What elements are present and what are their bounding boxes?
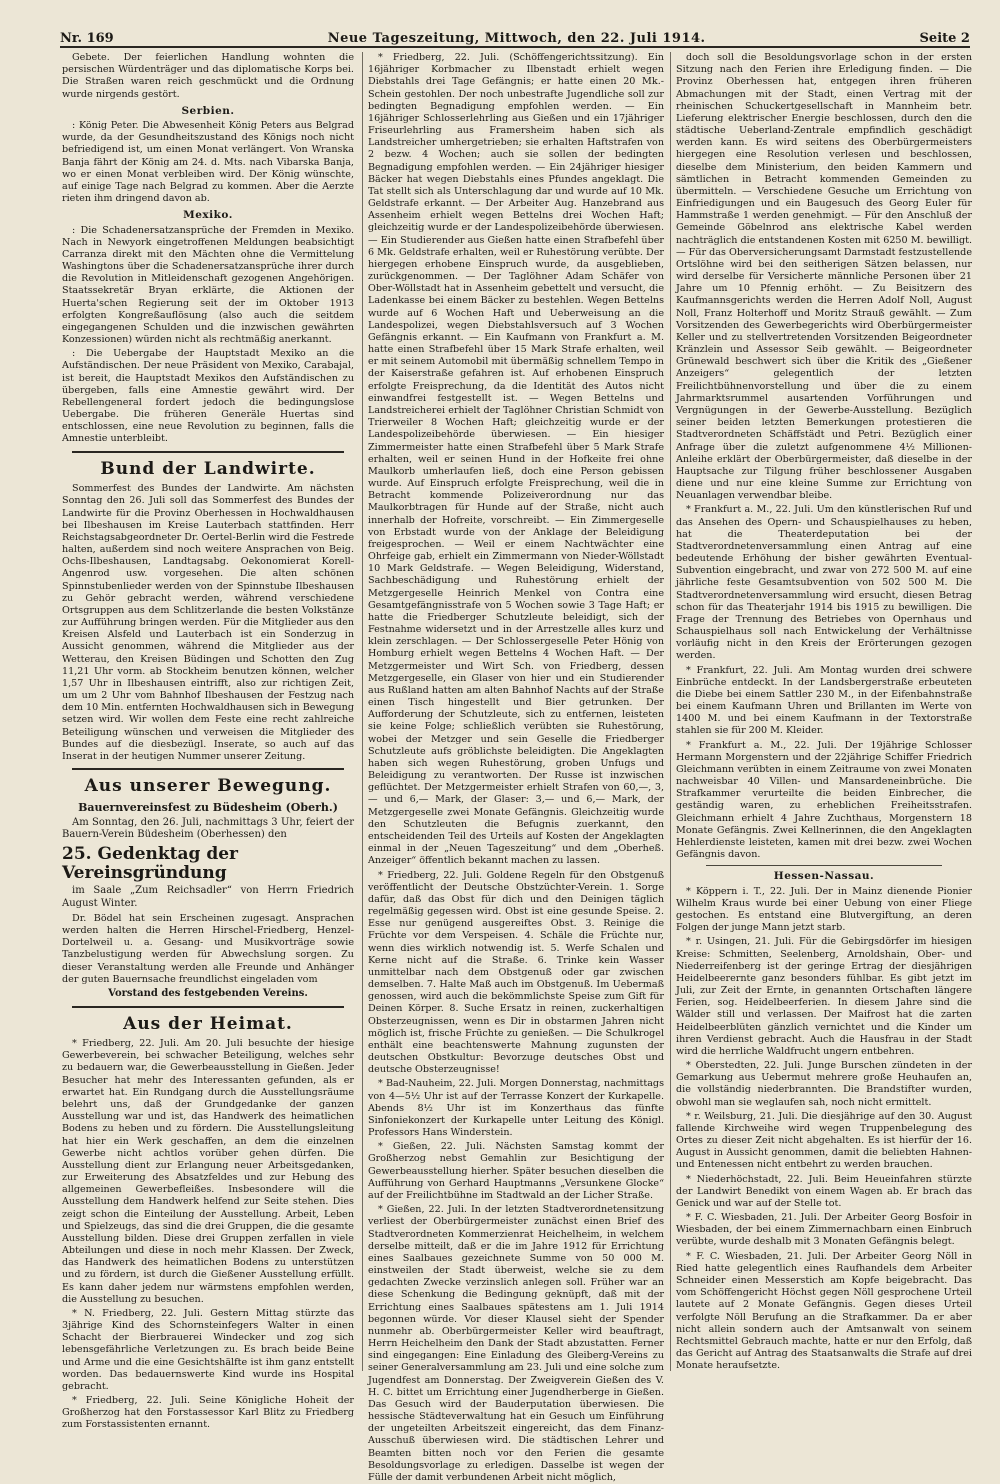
article-paragraph: * Friedberg, 22. Juli. (Schöffengerichtssitzung). Ein 16jähriger Korbmacher zu Ilbenstadt erhielt wegen Diebstahls drei Tage Gefängnis; er hatte einen 20 Mk.-Schein gestohlen. Der noch unbestrafte Jugendliche soll zur bedingten Begnadigung empfohlen werden. — Ein 16jähriger Schlosserlehrling aus Gießen und ein 17jähriger Friseurlehrling aus Framersheim haben sich als Landstreicher umhergetrieben; sie erhalten Haftstrafen von 2 bezw. 4 Wochen; auch sie sollen der bedingten Begnadigung empfohlen werden. — Ein 24jähriger hiesiger Bäcker hat wegen Diebstahls eines Pfundes angeklagt. Die Tat stellt sich als Unterschlagung dar und wurde auf 10 Mk. Geldstrafe erkannt. — Der Arbeiter Aug. Hanzebrand aus Assenheim erhielt wegen Bettelns drei Wochen Haft; gleichzeitig wurde er der Landespolizeibehörde überwiesen. — Ein Studierender aus Gießen hatte einen Strafbefehl über 6 Mk. Geldstrafe erhalten, weil er Ruhestörung verübte. Der hiergegen erhobene Einspruch wurde, da ausgeblieben, zurückgenommen. — Der Taglöhner Adam Schäfer von Ober-Wöllstadt hat in Assenheim gebettelt und versucht, die Ladenkasse bei einem Bäcker zu bestehlen. Wegen Bettelns wurde auf 6 Wochen Haft und Ueberweisung an die Landespolizei, wegen Diebstahlsversuch auf 3 Wochen Gefängnis erkannt. — Ein Kaufmann von Frankfurt a. M. hatte einen Strafbefehl über 15 Mark Strafe erhalten, weil er mit seinem Automobil mit übermäßig schnellem Tempo in der Kaiserstraße gefahren ist. Auf erhobenen Einspruch erfolgte Freisprechung, da die Identität des Autos nicht einwandfrei festgestellt ist. — Wegen Bettelns und Landstreicherei erhielt der Taglöhner Christian Schmidt von Trierweiler 8 Wochen Haft; gleichzeitig wurde er der Landespolizeibehörde überwiesen. — Ein hiesiger Zimmermeister hatte einen Strafbefehl über 5 Mark Strafe erhalten, weil er seinen Hund in der Hofkeite frei ohne Maulkorb umherlaufen ließ, doch eine Person gebissen wurde. Auf Einspruch erfolgte Freisprechung, weil die in Betracht kommende Polizeiverordnung nur das Maulkorbtragen für Hunde auf der Straße, nicht auch innerhalb der Hofreite, vorschreibt. — Ein Zimmergeselle von Erbstadt wurde von der Anklage der Beleidigung freigesprochen. — Weil er einem Nachtwächter eine Ohrfeige gab, erhielt ein Zimmermann von Nieder-Wöllstadt 10 Mark Geldstrafe. — Wegen Beleidigung, Widerstand, Sachbeschädigung und Ruhestörung erhielt der Metzgergeselle Heinrich Menkel von Contra eine Gesamtgefängnisstrafe von 5 Wochen sowie 3 Tage Haft; er hatte die Friedberger Schutzleute beleidigt, sich der Festnahme widersetzt und in der Arrestzelle alles kurz und klein zerschlagen. — Der Schlossergeselle Peter Hönig von Homburg erhielt wegen Bettelns 4 Wochen Haft. — Der Metzgermeister und Wirt Sch. von Friedberg, dessen Metzgergeselle, ein Glaser von hier und ein Studierender aus Rußland hatten am alten Bahnhof Nachts auf der Straße einen Tisch hingestellt und Bier getrunken. Der Aufforderung der Schutzleute, sich zu entfernen, leisteten sie keine Folge; schließlich verübten sie Ruhestörung, wobei der Metzger und sein Geselle die Friedberger Schutzleute aufs gröblichste beleidigten. Die Angeklagten haben sich wegen Ruhestörung, groben Unfugs und Beleidigung zu verantworten. Der Russe ist inzwischen geflüchtet. Der Metzgermeister erhielt Strafen von 60,—, 3,— und 6,— Mark, der Glaser: 3,— und 6,— Mark, der Metzgergeselle zwei Monate Gefängnis. Gleichzeitig wurde den Schutzleuten die Befugnis zuerkannt, den entscheidenden Teil des Urteils auf Kosten der Angeklagten einmal in der „Neuen Tageszeitung“ und dem „Oberheß. Anzeiger“ öffentlich bekannt machen zu lassen. <box>368 52 664 867</box>
article-paragraph: * F. C. Wiesbaden, 21. Juli. Der Arbeiter Georg Nöll in Ried hatte gelegentlich eines Raufhandels dem Arbeiter Schneider einen Messerstich am Kopfe beigebracht. Das vom Schöffengericht Höchst gegen Nöll gesprochene Urteil lautete auf 2 Monate Gefängnis. Gegen dieses Urteil verfolgte Nöll Berufung an die Strafkammer. Da er aber nicht allein sondern auch der Amtsanwalt von seinem Rechtsmittel Gebrauch machte, hatte er nur den Erfolg, daß das Gericht auf Antrag des Staatsanwalts die Strafe auf drei Monate heraufsetzte. <box>676 1250 972 1372</box>
article-paragraph: Gebete. Der feierlichen Handlung wohnten die persischen Würdenträger und das diplomatische Korps bei. Die Straßen waren reich geschmückt und die Ordnung wurde nirgends gestört. <box>62 52 354 100</box>
article-paragraph: * Niederhöchstadt, 22. Juli. Beim Heueinfahren stürzte der Landwirt Benedikt von einem Wagen ab. Er brach das Genick und war auf der Stelle tot. <box>676 1173 972 1209</box>
article-paragraph: * N. Friedberg, 22. Juli. Gestern Mittag stürzte das 3jährige Kind des Schornsteinfegers Walter in einen Schacht der Bierbrauerei Windecker und zog sich lebensgefährliche Verletzungen zu. Es brach beide Beine und Arme und die eine Gesichtshälfte ist ihm ganz entstellt worden. Das bedauernswerte Kind wurde ins Hospital gebracht. <box>62 1307 354 1392</box>
column-middle <box>368 52 664 1483</box>
announcement-subtitle: Bauernvereinsfest zu Büdesheim (Oberh.) <box>78 800 338 814</box>
announcement-signature: Vorstand des festgebenden Vereins. <box>108 987 308 999</box>
announcement-title: 25. Gedenktag der Vereinsgründung <box>62 844 239 883</box>
article-paragraph: : Die Schadenersatzansprüche der Fremden in Mexiko. Nach in Newyork eingetroffenen Meldungen beabsichtigt Carranza direkt mit den Mächten ohne die Vermittelung Washingtons über die Schadenersatzansprüche ihrer durch die Revolution in Mitleidenschaft gezogenen Angehörigen. Staatssekretär Bryan erklärte, die Aktionen der Huerta'schen Regierung seit der im Oktober 1913 erfolgten Kongreßauflösung (also auch die seitdem eingegangenen Schulden und die inzwischen gewährten Konzessionen) würden nicht als rechtmäßig anerkannt. <box>62 224 354 346</box>
article-paragraph: : Die Uebergabe der Hauptstadt Mexiko an die Aufständischen. Der neue Präsident von Mexiko, Carabajal, ist bereit, die Hauptstadt Mexikos den Aufständischen zu übergeben, falls eine Amnestie gewährt wird. Der Rebellengeneral fordert jedoch die bedingungslose Uebergabe. Die früheren Generäle Huertas sind entschlossen, eine neue Revolution zu beginnen, falls die Amnestie unterbleibt. <box>62 348 354 445</box>
article-paragraph: * Köppern i. T., 22. Juli. Der in Mainz dienende Pionier Wilhelm Kraus wurde bei einer Uebung von einer Fliege gestochen. Es entstand eine Blutvergiftung, an deren Folgen der junge Mann jetzt starb. <box>676 885 972 934</box>
divider <box>72 768 344 770</box>
section-heading-hessen-nassau: Hessen-Nassau. <box>773 870 875 883</box>
divider <box>72 451 344 453</box>
article-paragraph: : König Peter. Die Abwesenheit König Peters aus Belgrad wurde, da der Gesundheitszustand des Königs noch nicht befriedigend ist, um einen Monat verlängert. Von Wranska Banja fährt der König am 24. d. Mts. nach Vibarska Banja, wo er einen Monat verbleiben wird. Der König wünschte, auf einige Tage nach Belgrad zu kommen. Aber die Aerzte rieten ihm dringend davon ab. <box>62 120 354 205</box>
article-paragraph: * r. Weilsburg, 21. Juli. Die diesjährige auf den 30. August fallende Kirchweihe wird wegen Truppenbelegung des Ortes zu dieser Zeit nicht abgehalten. Es ist hierfür der 16. August in Aussicht genommen, damit die beliebten Hahnen- und Entenessen nicht entbehrt zu werden brauchen. <box>676 1110 972 1171</box>
page-number: Seite 2 <box>919 31 970 46</box>
column-rule <box>670 52 671 1371</box>
article-paragraph: * Gießen, 22. Juli. Nächsten Samstag kommt der Großherzog nebst Gemahlin zur Besichtigung der Gewerbeausstellung hierher. Später besuchen dieselben die Aufführung von Gerhard Hauptmanns „Versunkene Glocke“ auf der Freilichtbühne im Stadtwald an der Licher Straße. <box>368 1141 664 1201</box>
article-paragraph: * Frankfurt a. M., 22. Juli. Um den künstlerischen Ruf und das Ansehen des Opern- und Schauspielhauses zu heben, hat die Theaterdeputation bei der Stadtverordnetenversammlung einen Antrag auf eine bedeutende Erhöhung der bisher gewährten Eventual-Subvention eingebracht, und zwar von 272 500 M. auf eine jährliche feste Gesamtsubvention von 502 500 M. Die Stadtverordnetenversammlung wird ersucht, diesen Betrag schon für das Theaterjahr 1914 bis 1915 zu bewilligen. Die Frage der Trennung des Betriebes von Opernhaus und Schauspielhaus soll nach Entwickelung der Verhältnisse vorläufig nicht in den Kreis der Erörterungen gezogen werden. <box>676 504 972 662</box>
article-paragraph: doch soll die Besoldungsvorlage schon in der ersten Sitzung nach den Ferien ihre Erledigung finden. — Die Provinz Oberhessen hat, entgegen ihren früheren Abmachungen mit der Stadt, einen Vertrag mit der rheinischen Schuckertgesellschaft in Mannheim betr. Lieferung elektrischer Energie beschlossen, durch den die städtische Ueberland-Zentrale empfindlich geschädigt werden kann. Es wird seitens des Oberbürgermeisters hiergegen eine Resolution verlesen und beschlossen, dieselbe dem Ministerium, den beiden Kammern und sämtlichen in Betracht kommenden Gemeinden zu übermitteln. — Verschiedene Gesuche um Errichtung von Einfriedigungen und ein Baugesuch des Georg Euler für Hammstraße 1 werden genehmigt. — Für den Anschluß der Gemeinde Göbelnrod ans elektrische Kabel werden nachträglich die entstandenen Kosten mit 6250 M. bewilligt. — Für das Oberversicherungsamt Darmstadt festzustellende Ortslöhne wird bei den seitherigen Sätzen belassen, nur wird derselbe für Versicherte männliche Personen über 21 Jahre um 10 Pfennig erhöht. — Zu Beisitzern des Kaufmannsgerichts werden die Herren Adolf Noll, August Noll, Franz Holterhoff und Moritz Strauß gewählt. — Zum Vorsitzenden des Gewerbegerichts wird Oberbürgermeister Keller und zu stellvertretenden Vorsitzenden Beigeordneter Kränzlein und Assessor Seib gewählt. — Beigeordneter Grünewald beschwert sich über die Kritik des „Gießener Anzeigers“ gelegentlich der letzten Freilichtbühnenvorstellung und über die zu einem Jahrmarktsrummel ausartenden Vorführungen und Vergnügungen in der Gewerbe-Ausstellung. Bezüglich seiner beiden letzten Bemerkungen protestieren die Stadtverordneten Schäffstädt und Petri. Bezüglich einer Anfrage über die zuletzt aufgenommene 4½ Millionen-Anleihe erklärt der Oberbürgermeister, daß dieselbe in der Hauptsache zur Tilgung früher beschlossener Ausgaben diene und nur eine kleine Summe zur Errichtung von Neuanlagen verwendbar bleibe. <box>676 52 973 502</box>
article-paragraph: * Oberstedten, 22. Juli. Junge Burschen zündeten in der Gemarkung aus Uebermut mehrere große Heuhaufen an, die vollständig niederbrannten. Die Brandstifter wurden, obwohl man sie weglaufen sah, noch nicht ermittelt. <box>676 1060 972 1108</box>
article-paragraph: * r. Usingen, 21. Juli. Für die Gebirgsdörfer im hiesigen Kreise: Schmitten, Seelenberg, Arnoldshain, Ober- und Niederreifenberg ist der geringe Ertrag der diesjährigen Heidelbeerernte ganz besonders fühlbar. Es gibt jetzt im Juli, zur Zeit der Ernte, in genannten Ortschaften längere Ferien, sog. Heidelbeerferien. In diesem Jahre sind die Wälder still und verlassen. Der Maifrost hat die zarten Heidelbeerblüten gänzlich vernichtet und die Kinder um ihren Verdienst gebracht. Auch die Hausfrau in der Stadt wird die herrliche Waldfrucht ungern entbehren. <box>676 936 972 1057</box>
section-heading-mexiko: Mexiko. <box>183 209 233 222</box>
announcement-date: Am Sonntag, den 26. Juli, nachmittags 3 Uhr, feiert der Bauern-Verein Büdesheim (Oberhessen) den <box>62 816 354 841</box>
section-heading-heimat: Aus der Heimat. <box>123 1013 293 1034</box>
masthead-line: Neue Tageszeitung, Mittwoch, den 22. Juli 1914. <box>327 31 706 46</box>
issue-number: Nr. 169 <box>60 31 114 46</box>
announcement-text: Dr. Bödel hat sein Erscheinen zugesagt. Ansprachen werden halten die Herren Hirschel-Friedberg, Henzel-Dortelweil u. a. Gesang- und Musikvorträge sowie Tanzbelustigung werden für Abwechslung sorgen. Zu dieser Veranstaltung werden alle Freunde und Anhänger der guten Bauernsache freundlichst eingeladen vom <box>62 912 354 985</box>
article-paragraph: * Gießen, 22. Juli. In der letzten Stadtverordnetensitzung verliest der Oberbürgermeister zunächst einen Brief des Stadtverordneten Kommerzienrat Heichelheim, in welchem derselbe mitteilt, daß er die im Jahre 1912 für Errichtung eines Saalbaues gezeichnete Summe von 50 000 M. einstweilen der Stadt überweist, welche sie zu dem gedachten Zwecke verzinslich anlegen soll. Früher war an diese Schenkung die Bedingung geknüpft, daß mit der Errichtung eines Saalbaues spätestens am 1. Juli 1914 begonnen würde. Vor dieser Klausel sieht der Spender nunmehr ab. Oberbürgermeister Keller wird beauftragt, Herrn Heichelheim den Dank der Stadt abzustatten. Ferner sind eingegangen: Eine Einladung des Gleiberg-Vereins zu seiner Generalversammlung am 23. Juli und eine solche zum Jugendfest am Donnerstag. Der Zweigverein Gießen des V. H. C. bittet um Errichtung einer Jugendherberge in Gießen. Das Gesuch wird der Bauderputation überwiesen. Die hessische Städteverwaltung hat ein Gesuch um Einführung der ungeteilten Arbeitszeit eingereicht, das dem Finanz-Ausschuß überwiesen wird. Die städtischen Lehrer und Beamten bitten noch vor den Ferien die gesamte Besoldungsvorlage zu erledigen. Dasselbe ist wegen der Fülle der damit verbundenen Arbeit nicht möglich, <box>368 1204 664 1483</box>
column-right <box>676 52 972 1381</box>
section-heading-bund: Bund der Landwirte. <box>100 458 316 479</box>
section-heading-serbien: Serbien. <box>181 104 235 117</box>
column-rule <box>362 52 363 1371</box>
column-left <box>62 52 354 1431</box>
section-heading-bewegung: Aus unserer Bewegung. <box>84 776 332 797</box>
page-header <box>60 22 970 48</box>
article-paragraph: * Friedberg, 22. Juli. Goldene Regeln für den Obstgenuß veröffentlicht der Deutsche Obstzüchter-Verein. 1. Sorge dafür, daß das Obst für dich und den Deinigen täglich regelmäßig gegessen wird. Obst ist eine gesunde Speise. 2. Esse nur genügend ausgereiftes Obst. 3. Reinige die Früchte vor dem Verspeisen. 4. Schäle die Früchte nur, wenn dies wirklich notwendig ist. 5. Werfe Schalen und Kerne nicht auf die Straße. 6. Trinke kein Wasser unmittelbar nach dem Obstgenuß oder gar zwischen demselben. 7. Halte Maß auch im Obstgenuß. Im Uebermaß genossen, wird auch die bekömmlichste Speise zum Gift für Deinen Körper. 8. Suche Ersatz in reinen, zuckerhaltigen Obsterzeugnissen, wenn es Dir in obstarmen Jahren nicht möglich ist, frische Früchte zu genießen. — Die Schulkrogel enthält eine beachtenswerte Mahnung zugunsten der deutschen Obstkultur: Bevorzuge deutsches Obst und deutsche Obsterzeugnisse! <box>368 869 664 1076</box>
article-paragraph: * F. C. Wiesbaden, 21. Juli. Der Arbeiter Georg Bosfoir in Wiesbaden, der bei einem Zimmernachbarn einen Einbruch verübte, wurde deshalb mit 3 Monaten Gefängnis belegt. <box>676 1212 972 1248</box>
article-paragraph: * Frankfurt, 22. Juli. Am Montag wurden drei schwere Einbrüche entdeckt. In der Landsbergerstraße erbeuteten die Diebe bei einem Sattler 230 M., in der Eifenbahnstraße bei einem Kaufmann Uhren und Brillanten im Werte von 1400 M. und bei einem Kaufmann in der Textorstraße stahlen sie für 200 M. Kleider. <box>676 664 972 737</box>
article-paragraph: * Frankfurt a. M., 22. Juli. Der 19jährige Schlosser Hermann Morgenstern und der 22jährige Schiffer Friedrich Gleichmann verübten in einem Zeitraume von zwei Monaten nachweisbar 40 Villen- und Mansardeneinbrüche. Die Strafkammer verurteilte die beiden Einbrecher, die geständig waren, zu erheblichen Freiheitsstrafen. Gleichmann erhielt 4 Jahre Zuchthaus, Morgenstern 18 Monate Gefängnis. Zwei Kellnerinnen, die den Angeklagten Hehlerdienste leisteten, kamen mit drei bezw. zwei Wochen Gefängnis davon. <box>676 739 972 861</box>
article-paragraph: * Friedberg, 22. Juli. Am 20. Juli besuchte der hiesige Gewerbeverein, bei schwacher Beteiligung, welches sehr zu bedauern war, die Gewerbeausstellung in Gießen. Jeder Besucher hat mehr des Interessanten gefunden, als er erwartet hat. Ein Rundgang durch die Ausstellungsräume belehrt uns, daß der Grundgedanke der ganzen Ausstellung war und ist, das Handwerk des heimatlichen Bodens zu heben und zu fördern. Die Ausstellungsleitung hat hier ein Werk geschaffen, an dem die einzelnen Gewerbe nicht achtlos vorüber gehen dürfen. Die Ausstellung dient zur Erlangung neuer Arbeitsgedanken, zur Erweiterung des Absatzfeldes und zur Hebung des allgemeinen Gewerbefleißes. Insbesondere will die Ausstellung dem Handwerk helfend zur Seite stehen. Dies zeigt schon die Einteilung der Ausstellung. Arbeit, Leben und Spielzeugs, das sind die drei Gruppen, die die gesamte Ausstellung bilden. Diese drei Gruppen zerfallen in viele Abteilungen und diese in noch mehr Klassen. Der Zweck, das Handwerk des heimatlichen Bodens zu unterstützen und zu fördern, ist durch die Gießener Ausstellung erfüllt. Es kann daher jedem nur wärmstens empfohlen werden, die Ausstellung zu besuchen. <box>62 1038 354 1305</box>
divider <box>72 1006 344 1008</box>
announcement-place: im Saale „Zum Reichsadler“ von Herrn Friedrich August Winter. <box>62 885 354 910</box>
divider <box>706 865 942 866</box>
article-paragraph: * Friedberg, 22. Juli. Seine Königliche Hoheit der Großherzog hat den Forstassessor Karl Blitz zu Friedberg zum Forstassistenten ernannt. <box>62 1395 354 1431</box>
article-paragraph: Sommerfest des Bundes der Landwirte. Am nächsten Sonntag den 26. Juli soll das Sommerfest des Bundes der Landwirte für die Provinz Oberhessen in Hochwaldhausen bei Ilbeshausen im Kreise Lauterbach stattfinden. Herr Reichstagsabgeordneter Dr. Oertel-Berlin wird die Festrede halten, außerdem sind noch weitere Ansprachen von Beig. Ochs-Ilbeshausen, Landtagsabg. Oekonomierat Korell-Angenrod usw. vorgesehen. Die alten schönen Spinnstubenlieder werden von der Spinnstube Ilbeshausen zu Gehör gebracht werden, während verschiedene Ortsgruppen aus dem Schlitzerlande die besten Volkstänze zur Aufführung bringen werden. Für die Mitglieder aus den Kreisen Alsfeld und Lauterbach ist ein Sonderzug in Aussicht genommen, während die Mitglieder aus der Wetterau, den Kreisen Büdingen und Schotten den Zug 11,21 Uhr vorm. ab Stockheim benutzen können, welcher 1,57 Uhr in Ilbeshausen eintrifft, also zur richtigen Zeit, um um 2 Uhr vom Bahnhof Ilbeshausen der Festzug nach dem 10 Min. entfernten Hochwaldhausen sich in Bewegung setzen wird. Wir wollen dem Feste eine recht zahlreiche Beteiligung wünschen und verweisen die Mitglieder des Bundes auf die diesbezügl. Inserate, so auch auf das Inserat in der heutigen Nummer unserer Zeitung. <box>62 483 354 762</box>
article-paragraph: * Bad-Nauheim, 22. Juli. Morgen Donnerstag, nachmittags von 4—5½ Uhr ist auf der Terrasse Konzert der Kurkapelle. Abends 8½ Uhr ist im Konzerthaus das fünfte Sinfoniekonzert der Kurkapelle unter Leitung des Königl. Professors Hans Winderstein. <box>368 1078 664 1139</box>
